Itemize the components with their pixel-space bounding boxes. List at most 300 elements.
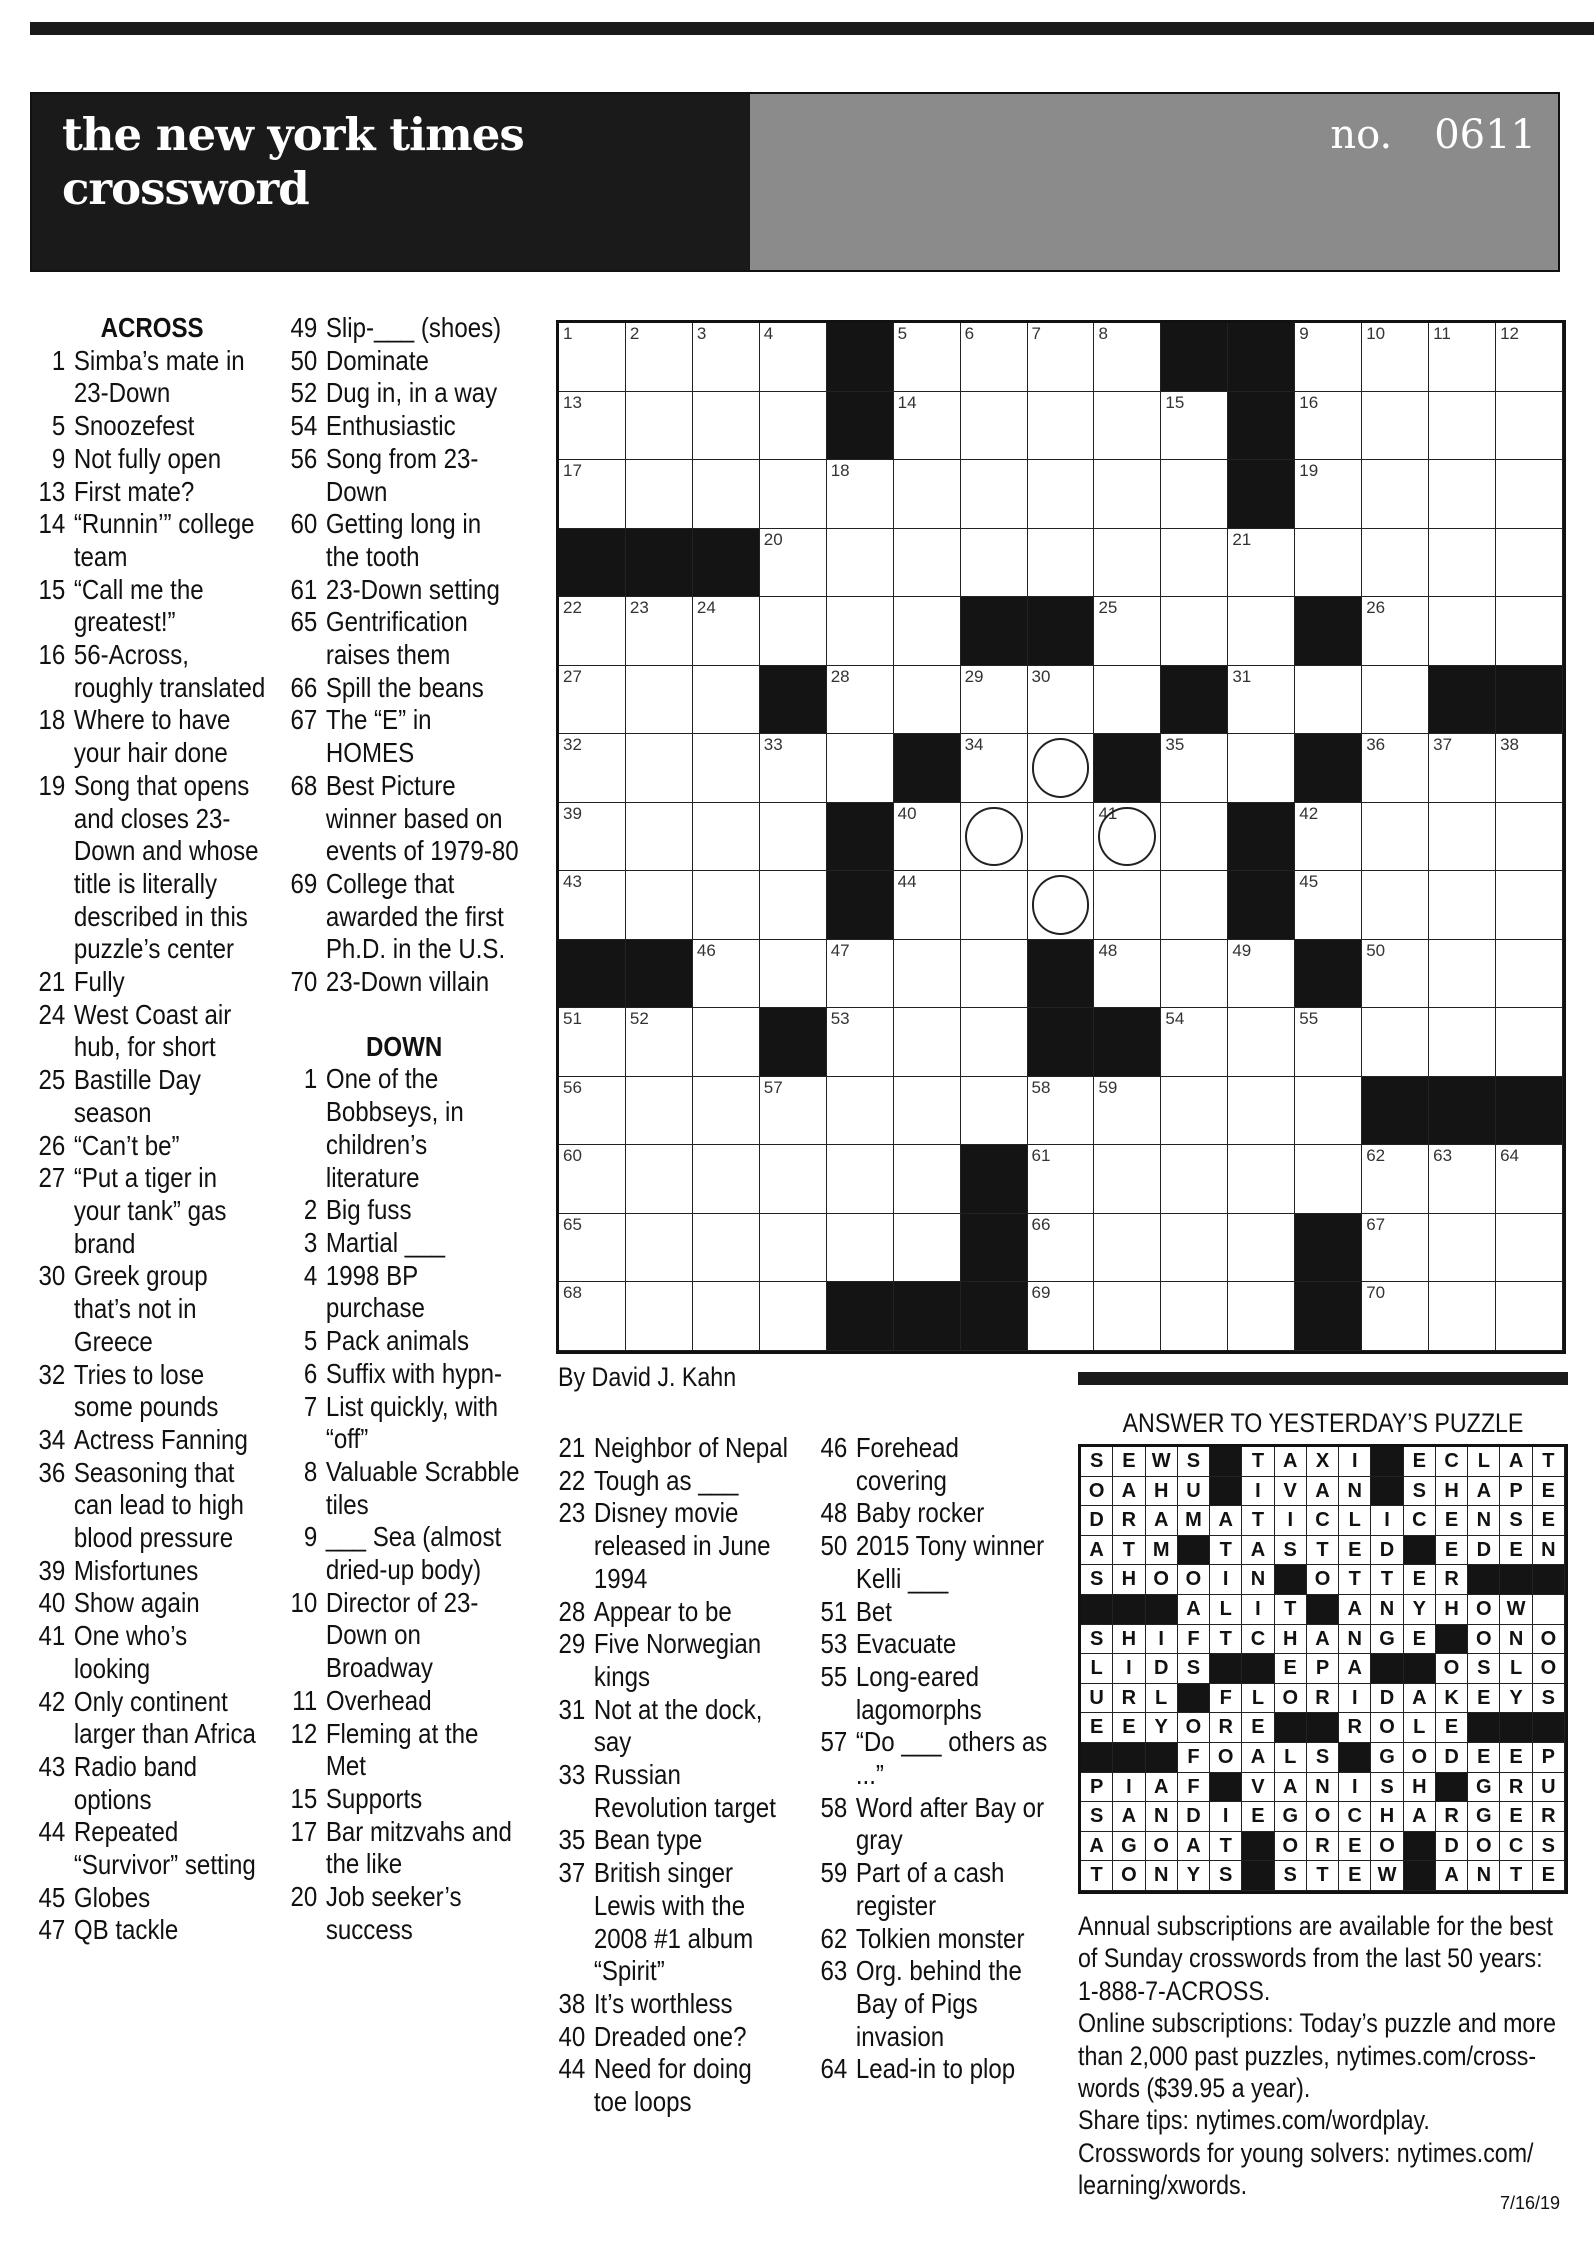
grid-cell[interactable] (760, 597, 827, 666)
clue-number: 65 (290, 606, 318, 638)
grid-cell[interactable] (626, 1214, 693, 1283)
cell-number: 65 (563, 1214, 582, 1234)
grid-cell[interactable] (961, 460, 1028, 529)
answer-letter: G (1371, 1743, 1403, 1773)
grid-cell[interactable] (1094, 940, 1161, 1009)
clue-down-48 (818, 1497, 1050, 1530)
answer-letter: A (1436, 1861, 1468, 1891)
answer-letter: G (1468, 1802, 1500, 1832)
grid-cell[interactable] (1094, 529, 1161, 598)
grid-cell[interactable] (626, 803, 693, 872)
grid-cell[interactable] (1362, 803, 1429, 872)
clue-text: Enthusiastic (325, 410, 456, 442)
grid-cell[interactable] (760, 460, 827, 529)
cell-number: 21 (1232, 529, 1252, 549)
grid-cell[interactable] (559, 1008, 626, 1077)
clue-number: 44 (38, 1816, 66, 1848)
grid-cell[interactable] (1295, 1145, 1362, 1214)
grid-cell[interactable] (827, 529, 894, 598)
grid-cell[interactable] (827, 940, 894, 1009)
grid-cell[interactable] (760, 1214, 827, 1283)
grid-cell[interactable] (1228, 666, 1295, 735)
grid-cell[interactable] (1028, 323, 1095, 392)
grid-cell[interactable] (827, 734, 894, 803)
grid-cell[interactable] (693, 803, 760, 872)
cell-number: 6 (964, 324, 975, 343)
grid-cell[interactable] (1496, 597, 1563, 666)
grid-cell[interactable] (1496, 529, 1563, 598)
black-square (827, 803, 894, 872)
answer-letter: L (1242, 1684, 1274, 1714)
grid-cell[interactable] (559, 1077, 626, 1146)
grid-cell[interactable] (827, 1008, 894, 1077)
grid-cell[interactable] (1028, 734, 1095, 803)
grid-cell[interactable] (894, 392, 961, 461)
clue-across-65 (288, 606, 520, 671)
cell-number: 29 (964, 666, 984, 686)
grid-cell[interactable] (1161, 1145, 1228, 1214)
grid-cell[interactable] (760, 803, 827, 872)
clue-number: 66 (290, 671, 318, 703)
grid-cell[interactable] (1429, 734, 1496, 803)
grid-cell[interactable] (1028, 1282, 1095, 1351)
grid-cell[interactable] (1362, 529, 1429, 598)
grid-cell[interactable] (1362, 734, 1429, 803)
grid-cell[interactable] (626, 734, 693, 803)
grid-cell[interactable] (1429, 529, 1496, 598)
circle-mark (965, 807, 1023, 867)
grid-cell[interactable] (1228, 1145, 1295, 1214)
grid-cell[interactable] (693, 392, 760, 461)
cell-number: 55 (1299, 1009, 1319, 1029)
clue-text: Globes (73, 1881, 151, 1913)
grid-cell[interactable] (961, 1008, 1028, 1077)
grid-cell[interactable] (1429, 1214, 1496, 1283)
grid-cell[interactable] (961, 392, 1028, 461)
grid-cell[interactable] (626, 666, 693, 735)
clue-number: 9 (51, 442, 66, 474)
info-line: Share tips: nytimes.com/wordplay. (1078, 2105, 1430, 2136)
grid-cell[interactable] (1228, 529, 1295, 598)
grid-cell[interactable] (1362, 392, 1429, 461)
answer-black-square (1210, 1654, 1242, 1684)
grid-cell[interactable] (1429, 1008, 1496, 1077)
clue-number: 53 (820, 1628, 848, 1660)
grid-cell[interactable] (827, 666, 894, 735)
across-heading: ACROSS (100, 312, 204, 343)
grid-cell[interactable] (1028, 871, 1095, 940)
grid-cell[interactable] (1028, 1214, 1095, 1283)
grid-cell[interactable] (1028, 460, 1095, 529)
answer-black-square (1275, 1565, 1307, 1595)
clue-across-26 (36, 1130, 268, 1163)
clue-text: Evacuate (855, 1628, 957, 1660)
answer-black-square (1242, 1832, 1274, 1862)
grid-cell[interactable] (961, 940, 1028, 1009)
grid-cell[interactable] (1161, 1214, 1228, 1283)
clue-number: 40 (558, 2020, 586, 2052)
grid-cell[interactable] (559, 323, 626, 392)
grid-cell[interactable] (693, 940, 760, 1009)
clue-text: Tries to lose some pounds (73, 1358, 219, 1423)
grid-cell[interactable] (559, 460, 626, 529)
answer-letter: R (1436, 1802, 1468, 1832)
grid-cell[interactable] (894, 1008, 961, 1077)
grid-cell[interactable] (693, 1008, 760, 1077)
grid-cell[interactable] (626, 460, 693, 529)
grid-cell[interactable] (961, 666, 1028, 735)
answer-black-square (1113, 1743, 1145, 1773)
grid-cell[interactable] (1094, 392, 1161, 461)
grid-cell[interactable] (760, 529, 827, 598)
answer-black-square (1404, 1832, 1436, 1862)
brand-line-2: crossword (62, 162, 309, 215)
grid-cell[interactable] (894, 1145, 961, 1214)
grid-cell[interactable] (1362, 666, 1429, 735)
grid-cell[interactable] (827, 460, 894, 529)
grid-cell[interactable] (760, 392, 827, 461)
clue-number: 64 (820, 2053, 848, 2085)
grid-cell[interactable] (1161, 1008, 1228, 1077)
grid-cell[interactable] (1496, 460, 1563, 529)
grid-cell[interactable] (1094, 323, 1161, 392)
grid-cell[interactable] (1094, 1214, 1161, 1283)
clue-text: Long-eared lagomorphs (855, 1660, 982, 1725)
clue-down-40 (556, 2021, 788, 2054)
black-square (693, 529, 760, 598)
answer-letter: T (1210, 1536, 1242, 1566)
grid-cell[interactable] (894, 803, 961, 872)
grid-cell[interactable] (1094, 803, 1161, 872)
clue-text: Song from 23-Down (325, 442, 479, 507)
grid-cell[interactable] (1429, 940, 1496, 1009)
grid-cell[interactable] (1295, 1008, 1362, 1077)
grid-cell[interactable] (626, 392, 693, 461)
answer-black-square (1436, 1625, 1468, 1655)
masthead-gray-panel (750, 94, 1558, 270)
subscription-info (1078, 1910, 1568, 2202)
clue-text: Bean type (593, 1824, 703, 1856)
grid-cell[interactable] (1362, 871, 1429, 940)
grid-cell[interactable] (1496, 1145, 1563, 1214)
grid-cell[interactable] (1094, 666, 1161, 735)
grid-cell[interactable] (961, 1077, 1028, 1146)
grid-cell[interactable] (1496, 803, 1563, 872)
grid-cell[interactable] (1028, 666, 1095, 735)
grid-cell[interactable] (1295, 323, 1362, 392)
grid-cell[interactable] (626, 597, 693, 666)
clue-number: 4 (303, 1259, 318, 1291)
grid-cell[interactable] (961, 529, 1028, 598)
grid-cell[interactable] (693, 1282, 760, 1351)
clue-number: 51 (820, 1595, 848, 1627)
clue-text: Dug in, in a way (325, 377, 498, 409)
grid-cell[interactable] (693, 1077, 760, 1146)
clue-text: Spill the beans (325, 671, 484, 703)
grid-cell[interactable] (559, 597, 626, 666)
cell-number: 62 (1366, 1146, 1386, 1166)
grid-cell[interactable] (760, 734, 827, 803)
grid-cell[interactable] (1228, 1077, 1295, 1146)
grid-cell[interactable] (1161, 1282, 1228, 1351)
clue-down-51 (818, 1596, 1050, 1629)
clue-across-34 (36, 1424, 268, 1457)
answer-letter: R (1307, 1684, 1339, 1714)
grid-cell[interactable] (1228, 1214, 1295, 1283)
answer-letter: D (1371, 1684, 1403, 1714)
grid-cell[interactable] (1028, 1145, 1095, 1214)
grid-cell[interactable] (1228, 734, 1295, 803)
grid-cell[interactable] (693, 1145, 760, 1214)
cell-number: 4 (763, 324, 774, 343)
info-line: of Sunday crosswords from the last 50 years: (1078, 1943, 1543, 1974)
grid-cell[interactable] (827, 1145, 894, 1214)
grid-cell[interactable] (1295, 392, 1362, 461)
cell-number: 18 (830, 461, 850, 481)
grid-cell[interactable] (1028, 1077, 1095, 1146)
clue-text: College that awarded the first Ph.D. in the U.S. (325, 867, 506, 965)
grid-cell[interactable] (1094, 460, 1161, 529)
answer-letter: O (1468, 1832, 1500, 1862)
grid-cell[interactable] (693, 460, 760, 529)
answer-letter: A (1275, 1773, 1307, 1803)
grid-cell[interactable] (1028, 529, 1095, 598)
grid-cell[interactable] (1295, 803, 1362, 872)
grid-cell[interactable] (1161, 803, 1228, 872)
grid-cell[interactable] (1429, 323, 1496, 392)
grid-cell[interactable] (1496, 323, 1563, 392)
answer-letter: V (1242, 1773, 1274, 1803)
clue-text: Bastille Day season (73, 1064, 201, 1128)
grid-cell[interactable] (1228, 940, 1295, 1009)
grid-cell[interactable] (1496, 1214, 1563, 1283)
grid-cell[interactable] (1161, 529, 1228, 598)
clue-number: 70 (290, 966, 318, 998)
info-line: 1-888-7-ACROSS. (1078, 1975, 1271, 2006)
grid-cell[interactable] (894, 666, 961, 735)
answer-letter: H (1371, 1802, 1403, 1832)
grid-cell[interactable] (559, 734, 626, 803)
grid-cell[interactable] (559, 803, 626, 872)
grid-cell[interactable] (894, 1077, 961, 1146)
grid-cell[interactable] (693, 666, 760, 735)
grid-cell[interactable] (559, 871, 626, 940)
answer-letter: E (1436, 1713, 1468, 1743)
grid-cell[interactable] (626, 1077, 693, 1146)
grid-cell[interactable] (693, 871, 760, 940)
issue-number (1330, 112, 1536, 158)
grid-cell[interactable] (1429, 597, 1496, 666)
grid-cell[interactable] (1496, 1008, 1563, 1077)
grid-cell[interactable] (1362, 940, 1429, 1009)
grid-cell[interactable] (1228, 597, 1295, 666)
black-square (1496, 1077, 1563, 1146)
grid-cell[interactable] (559, 1282, 626, 1351)
grid-cell[interactable] (693, 734, 760, 803)
grid-cell[interactable] (1161, 460, 1228, 529)
answer-letter: E (1113, 1447, 1145, 1477)
grid-cell[interactable] (626, 1008, 693, 1077)
grid-cell[interactable] (1496, 940, 1563, 1009)
clue-across-18 (36, 704, 268, 769)
clue-down-63 (818, 1955, 1050, 2053)
grid-cell[interactable] (1496, 1282, 1563, 1351)
answer-letter: S (1081, 1625, 1113, 1655)
grid-cell[interactable] (1362, 1145, 1429, 1214)
grid-cell[interactable] (1362, 1282, 1429, 1351)
grid-cell[interactable] (1028, 803, 1095, 872)
grid-cell[interactable] (1429, 803, 1496, 872)
answer-letter: N (1339, 1477, 1371, 1507)
grid-cell[interactable] (894, 871, 961, 940)
grid-cell[interactable] (1094, 597, 1161, 666)
answer-letter: U (1178, 1477, 1210, 1507)
grid-cell[interactable] (1295, 871, 1362, 940)
grid-cell[interactable] (559, 666, 626, 735)
grid-cell[interactable] (827, 1214, 894, 1283)
cell-number: 10 (1366, 324, 1386, 343)
grid-cell[interactable] (1295, 529, 1362, 598)
grid-cell[interactable] (626, 1145, 693, 1214)
grid-cell[interactable] (894, 460, 961, 529)
grid-cell[interactable] (1295, 666, 1362, 735)
answer-letter: H (1146, 1477, 1178, 1507)
cell-number: 43 (563, 872, 582, 892)
answer-letter: L (1146, 1684, 1178, 1714)
black-square (559, 529, 626, 598)
cell-number: 68 (563, 1283, 582, 1303)
answer-letter: E (1533, 1477, 1565, 1507)
grid-cell[interactable] (961, 323, 1028, 392)
answer-letter: D (1371, 1536, 1403, 1566)
grid-cell[interactable] (1161, 392, 1228, 461)
grid-cell[interactable] (760, 1145, 827, 1214)
answer-letter: K (1436, 1684, 1468, 1714)
grid-cell[interactable] (1161, 734, 1228, 803)
grid-cell[interactable] (1496, 734, 1563, 803)
answer-letter: T (1275, 1595, 1307, 1625)
clue-down-9 (288, 1521, 520, 1586)
cell-number: 52 (629, 1009, 649, 1029)
grid-cell[interactable] (693, 1214, 760, 1283)
grid-cell[interactable] (1295, 460, 1362, 529)
grid-cell[interactable] (1161, 871, 1228, 940)
answer-letter: P (1307, 1654, 1339, 1684)
clue-number: 57 (820, 1726, 848, 1758)
clue-number: 34 (38, 1423, 66, 1455)
grid-cell[interactable] (961, 734, 1028, 803)
grid-cell[interactable] (559, 1145, 626, 1214)
answer-black-square (1146, 1743, 1178, 1773)
grid-cell[interactable] (1228, 1008, 1295, 1077)
grid-cell[interactable] (1161, 597, 1228, 666)
grid-cell[interactable] (1362, 323, 1429, 392)
grid-cell[interactable] (760, 871, 827, 940)
grid-cell[interactable] (626, 871, 693, 940)
grid-cell[interactable] (1228, 1282, 1295, 1351)
grid-cell[interactable] (1362, 460, 1429, 529)
clue-number: 11 (292, 1684, 318, 1716)
clue-number: 29 (558, 1628, 586, 1660)
grid-cell[interactable] (1362, 1214, 1429, 1283)
answer-letter: X (1307, 1447, 1339, 1477)
grid-cell[interactable] (1161, 940, 1228, 1009)
clue-down-2 (288, 1194, 520, 1227)
grid-cell[interactable] (894, 597, 961, 666)
grid-cell[interactable] (760, 940, 827, 1009)
grid-cell[interactable] (1429, 1282, 1496, 1351)
grid-cell[interactable] (1295, 1077, 1362, 1146)
grid-cell[interactable] (1094, 1282, 1161, 1351)
grid-cell[interactable] (760, 1077, 827, 1146)
clue-text: One who’s looking (73, 1620, 188, 1684)
answer-black-square (1275, 1713, 1307, 1743)
grid-cell[interactable] (760, 323, 827, 392)
crossword-grid[interactable] (556, 320, 1566, 1354)
cell-number: 7 (1031, 324, 1041, 343)
answer-letter: P (1500, 1477, 1532, 1507)
grid-cell[interactable] (760, 1282, 827, 1351)
grid-cell[interactable] (961, 871, 1028, 940)
grid-cell[interactable] (559, 1214, 626, 1283)
clue-across-40 (36, 1587, 268, 1620)
grid-cell[interactable] (693, 597, 760, 666)
clue-text: Misfortunes (73, 1554, 199, 1586)
clue-across-47 (36, 1914, 268, 1947)
clue-number: 8 (303, 1455, 318, 1487)
grid-cell[interactable] (894, 529, 961, 598)
grid-cell[interactable] (894, 323, 961, 392)
clue-number: 12 (290, 1717, 318, 1749)
grid-cell[interactable] (559, 392, 626, 461)
grid-cell[interactable] (1429, 460, 1496, 529)
grid-cell[interactable] (1362, 597, 1429, 666)
grid-cell[interactable] (894, 1214, 961, 1283)
clue-number: 52 (290, 377, 318, 409)
clue-text: Fleming at the Met (325, 1717, 479, 1782)
clue-text: Org. behind the Bay of Pigs invasion (855, 1955, 1022, 2052)
answer-letter: R (1339, 1713, 1371, 1743)
grid-cell[interactable] (1094, 871, 1161, 940)
grid-cell[interactable] (1028, 392, 1095, 461)
grid-cell[interactable] (626, 323, 693, 392)
grid-cell[interactable] (1429, 392, 1496, 461)
grid-cell[interactable] (1496, 392, 1563, 461)
grid-cell[interactable] (1429, 871, 1496, 940)
grid-cell[interactable] (1094, 1145, 1161, 1214)
grid-cell[interactable] (1094, 1077, 1161, 1146)
grid-cell[interactable] (693, 323, 760, 392)
grid-cell[interactable] (1429, 1145, 1496, 1214)
clue-across-68 (288, 770, 520, 868)
issue-date: 7/16/19 (1500, 2193, 1561, 2213)
grid-cell[interactable] (894, 940, 961, 1009)
grid-cell[interactable] (1362, 1008, 1429, 1077)
grid-cell[interactable] (1161, 1077, 1228, 1146)
clue-across-43 (36, 1751, 268, 1816)
grid-cell[interactable] (1496, 871, 1563, 940)
grid-cell[interactable] (827, 597, 894, 666)
grid-cell[interactable] (626, 1282, 693, 1351)
clue-across-50 (288, 345, 520, 378)
cell-number: 5 (897, 324, 908, 343)
clue-across-13 (36, 476, 268, 509)
grid-cell[interactable] (827, 1077, 894, 1146)
grid-cell[interactable] (961, 803, 1028, 872)
clue-text: Snoozefest (73, 410, 195, 442)
answer-letter: S (1371, 1773, 1403, 1803)
answer-letter: G (1371, 1625, 1403, 1655)
